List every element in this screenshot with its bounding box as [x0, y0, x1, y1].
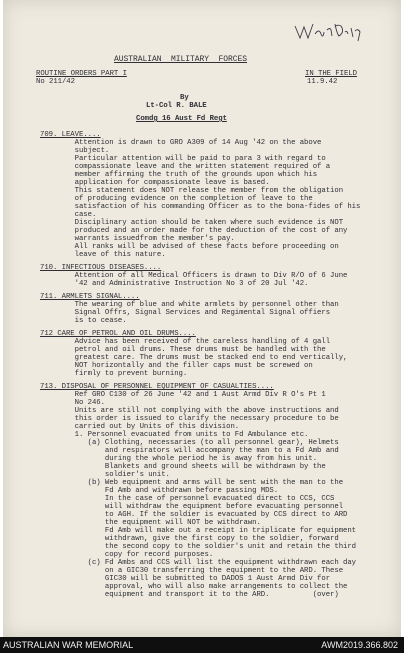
- order-line: approval, who will also make arrangements to collect the: [40, 583, 348, 591]
- order-line: will withdraw the equipment before evacuating personnel: [40, 503, 344, 511]
- order-line: soldier's unit.: [40, 471, 170, 479]
- location: IN THE FIELD: [305, 70, 357, 78]
- order-line: during the whole period he is away from his unit.: [40, 455, 318, 463]
- order-line: Ref GRO C130 of 26 June '42 and 1 Aust Armd Div R O's Pt 1: [40, 391, 326, 399]
- order-line: Attention of all Medical Officers is drawn to Div R/O of 6 June: [40, 272, 348, 280]
- routine-orders-title: ROUTINE ORDERS PART I: [36, 70, 127, 78]
- order-line: Blankets and ground sheets will be withdrawn by the: [40, 463, 326, 471]
- order-line: 709. LEAVE....: [40, 131, 101, 139]
- order-line: to AGH. If the soldier is evacuated by CCS direct to ARD: [40, 511, 348, 519]
- order-number: No 211/42: [36, 78, 75, 86]
- archive-footer: [0, 637, 404, 653]
- command-line: Comdg 16 Aust Fd Regt: [136, 115, 227, 123]
- order-line: (a) Clothing, necessaries (to all personnel gear), Helmets: [40, 439, 339, 447]
- order-line: this order is issued to clarify the necessary procedure to be: [40, 415, 339, 423]
- order-line: Fd Amb and withdrawn before passing MDS.: [40, 487, 279, 495]
- order-date: 11.9.42: [307, 78, 338, 86]
- order-line: This statement does NOT release the member from the obligation: [40, 187, 344, 195]
- order-line: (b) Web equipment and arms will be sent with the man to the: [40, 479, 344, 487]
- order-line: 712 CARE OF PETROL AND OIL DRUMS....: [40, 330, 196, 338]
- order-line: The wearing of blue and white armlets by personnel other than: [40, 301, 339, 309]
- order-line: firmly to prevent burning.: [40, 370, 188, 378]
- order-line: Signal Offrs, Signal Services and Regimental Signal offiers: [40, 309, 331, 317]
- order-line: All ranks will be advised of these facts before proceeding on: [40, 243, 339, 251]
- order-line: 710. INFECTIOUS DISEASES....: [40, 264, 162, 272]
- officer-name: Lt-Col R. BALE: [146, 102, 207, 110]
- order-line: GIC30 will be submitted to DADOS 1 Aust Armd Div for: [40, 575, 331, 583]
- order-line: 1. Personnel evacuated from units to Fd Ambulance etc.: [40, 431, 309, 439]
- order-line: Disciplinary action should be taken where such evidence is NOT: [40, 219, 344, 227]
- order-line: the second copy to the soldier's unit and retain the third: [40, 543, 357, 551]
- order-line: Advice has been received of the careless handling of 4 gall: [40, 338, 331, 346]
- handwritten-signature: [293, 18, 363, 44]
- order-line: 711. ARMLETS SIGNAL....: [40, 293, 140, 301]
- order-line: of producing evidence on the completion of leave to the: [40, 195, 313, 203]
- order-line: is to cease.: [40, 317, 127, 325]
- order-line: (c) Fd Ambs and CCS will list the equipment withdrawn each day: [40, 559, 357, 567]
- archive-reference: AWM2019.366.802: [321, 640, 398, 650]
- order-line: leave of this nature.: [40, 251, 166, 259]
- order-line: Fd Amb will make out a receipt in triplicate for equipment: [40, 527, 357, 535]
- order-line: greatest care. The drums must be stacked end to end vertically,: [40, 354, 348, 362]
- order-line: case.: [40, 211, 97, 219]
- order-line: warrants issuedfrom the member's pay.: [40, 235, 235, 243]
- order-line: No 246.: [40, 399, 105, 407]
- by-line: By: [180, 94, 189, 102]
- order-line: carried out by Units of this division.: [40, 423, 240, 431]
- order-line: compassionate leave and the written statement required of a: [40, 163, 331, 171]
- order-line: satisfaction of his commanding Officer as to the bona-fides of his: [40, 203, 361, 211]
- order-line: the equipment will NOT be withdrawn.: [40, 519, 261, 527]
- order-line: Units are still not complying with the above instructions and: [40, 407, 339, 415]
- document-page: [3, 0, 401, 637]
- order-line: and respirators will accompany the man to a Fd Amb and: [40, 447, 339, 455]
- order-line: subject.: [40, 147, 110, 155]
- order-line: application for compassionate leave is based.: [40, 179, 270, 187]
- order-line: on a GIC30 transferring the equipment to the ARD. These: [40, 567, 344, 575]
- order-line: equipment and transport it to the ARD. (over): [40, 591, 339, 599]
- order-line: copy for record purposes.: [40, 551, 214, 559]
- order-line: 713. DISPOSAL OF PERSONNEL EQUIPMENT OF CASUALTIES....: [40, 383, 274, 391]
- order-line: Attention is drawn to GRO A309 of 14 Aug '42 on the above: [40, 139, 322, 147]
- order-line: NOT horizontally and the filler caps must be screwed on: [40, 362, 313, 370]
- document-heading: AUSTRALIAN MILITARY FORCES: [114, 55, 248, 64]
- archive-name: AUSTRALIAN WAR MEMORIAL: [3, 640, 134, 650]
- order-line: member affirming the truth of the grounds upon which his: [40, 171, 318, 179]
- order-line: withdrawn, give the first copy to the soldier, forward: [40, 535, 339, 543]
- order-line: petrol and oil drums. These drums must be handled with the: [40, 346, 326, 354]
- order-line: In the case of personnel evacuated direct to CCS, CCS: [40, 495, 335, 503]
- order-line: produced and an order made for the deduction of the cost of any: [40, 227, 348, 235]
- order-line: Particular attention will be paid to para 3 with regard to: [40, 155, 326, 163]
- order-line: '42 and Administrative Instruction No 3 of 20 Jul '42.: [40, 280, 309, 288]
